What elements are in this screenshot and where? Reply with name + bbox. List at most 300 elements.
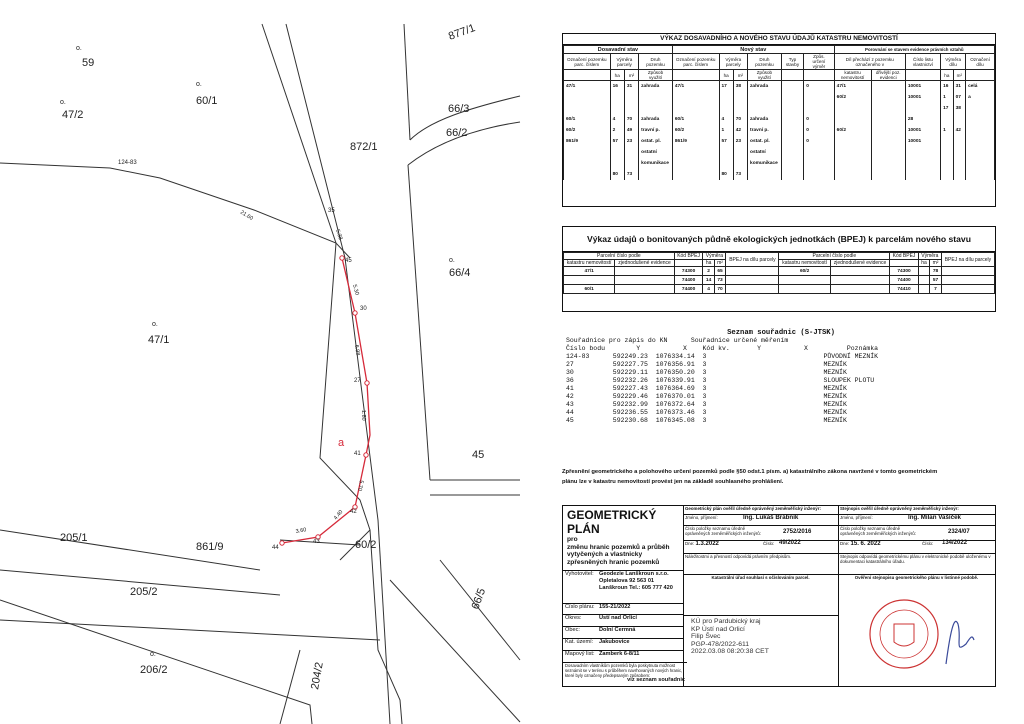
parcel-number: 60/2 <box>355 539 377 551</box>
t2-cell: 74400 <box>674 285 703 294</box>
parcel-number: 204/2 <box>309 661 326 691</box>
t1-cell <box>748 169 782 180</box>
t1-cell <box>871 103 905 114</box>
t1-cell <box>871 158 905 169</box>
t1-row <box>564 136 995 147</box>
t1-cell <box>781 92 803 103</box>
t1-cell <box>564 92 611 103</box>
gp-jmeno-r-label: Jméno, příjmení: <box>840 515 873 520</box>
t1-cell <box>905 147 940 158</box>
t1-cell <box>564 147 611 158</box>
t2-cell: 60/1 <box>564 285 615 294</box>
gp-overeni: Ověření stejnopisu geometrického plánu v listinné podobě. <box>854 575 979 580</box>
distance-label: 5.70 <box>356 479 364 492</box>
t2-row <box>564 267 995 276</box>
t1-cell: 07 <box>953 92 966 103</box>
t1-cell: 0 <box>804 136 834 147</box>
gp-cislo-r-label: Číslo položky seznamu úředně oprávněných zeměměřických inženýrů: <box>840 526 916 536</box>
t1-cell <box>624 158 638 169</box>
t1-cell <box>871 92 905 103</box>
t1-cell: travní p. <box>639 125 673 136</box>
t1-cell <box>748 103 782 114</box>
coords-title: Seznam souřadnic (S-JTSK) <box>727 329 835 337</box>
t1-cell <box>941 147 953 158</box>
t1-cell: 16 <box>941 81 953 93</box>
point-number: 30 <box>360 306 367 312</box>
point-number: 44 <box>272 545 279 551</box>
parcel-boundaries <box>0 24 520 724</box>
t1-h-m2: m² <box>624 70 638 81</box>
signature-line: PGP-478/2022-611 <box>691 640 750 648</box>
t2-cell: 14 <box>703 276 714 285</box>
t1-cell: 1 <box>719 125 733 136</box>
gp-obec: Dolní Čermná <box>599 627 636 633</box>
t1-cell: 70 <box>624 114 638 125</box>
statement-line-2: plánu lze v katastru nemovitostí provést jen na základě souhlasného prohlášení. <box>562 479 784 485</box>
t1-row <box>564 147 995 158</box>
t1-cell <box>672 147 719 158</box>
t1-cell: 80 <box>610 169 624 180</box>
t1-cell: 38 <box>733 81 747 93</box>
t1-cell <box>941 136 953 147</box>
t2-h-vymera-r: Výměra <box>918 253 941 260</box>
distance-label: 5.30 <box>351 283 360 296</box>
t2-cell: 60/2 <box>779 267 830 276</box>
gp-purpose: změnu hranic pozemků a průběh vytyčených a vlastnicky zpřesněných hranic pozemků <box>567 543 670 566</box>
parcel-number: 60/1 <box>196 95 218 107</box>
t2-cell <box>615 285 674 294</box>
t2-cell <box>918 285 929 294</box>
t2-h-m2: m² <box>714 260 726 267</box>
coords-row: 27 592227.75 1076356.91 3 MEZNÍK <box>566 361 847 368</box>
coords-rows <box>566 353 996 425</box>
gp-katastr-head: Katastrální úřad souhlasí s očíslováním parcel. <box>683 575 838 616</box>
geometric-plan-box <box>562 505 996 687</box>
t1-cell: zahrada <box>748 114 782 125</box>
gp-cislo2-label: Číslo: <box>763 541 775 546</box>
t1-compare: Porovnání se stavem evidence právních vztahů <box>834 46 994 54</box>
point-number: 42 <box>350 509 357 515</box>
gp-cislo-r-row <box>838 526 995 541</box>
gp-vyhotovitel-label: Vyhotovitel: <box>565 571 594 577</box>
t1-cell: 4 <box>610 114 624 125</box>
gp-cislo2-r-label: Číslo: <box>922 541 934 546</box>
t1-cell: 4 <box>719 114 733 125</box>
ownership-change-table <box>562 33 996 207</box>
gp-okres-label: Okres: <box>565 615 582 621</box>
parcel-number: 205/2 <box>130 586 158 598</box>
t1-cell: celá <box>966 81 995 93</box>
gp-vyhotovitel: Geodezie Lanškroun s.r.o. Opletalova 92 563 01 Lanškroun Tel.: 605 777 420 <box>599 571 673 591</box>
t1-cell: 73 <box>733 169 747 180</box>
t1-cell <box>966 169 995 180</box>
parcel-number: 206/2 <box>140 664 168 676</box>
t1-cell <box>639 92 673 103</box>
t1-h-vymera: Výměra parcely <box>610 54 639 70</box>
t1-cell: ostat. pl. <box>639 136 673 147</box>
t1-cell: 1 <box>941 92 953 103</box>
t1-cell <box>719 158 733 169</box>
bpej-table <box>562 226 996 312</box>
t1-cell <box>672 169 719 180</box>
t1-cell <box>871 169 905 180</box>
t1-h-typ: Typ stavby <box>781 54 803 70</box>
t2-cell <box>564 276 615 285</box>
t1-cell: 80 <box>719 169 733 180</box>
gp-naleznost: Náležitostmi a přesností odpovídá právním předpisům. <box>683 554 838 575</box>
signature-line: KP Ústí nad Orlicí <box>691 625 745 633</box>
t1-cell: 0 <box>804 114 834 125</box>
t1-cell <box>804 103 834 114</box>
coordinate-list <box>566 329 996 425</box>
t1-cell: 17 <box>941 103 953 114</box>
point-number: 45 <box>345 258 352 264</box>
t1-cell: ostatní <box>639 147 673 158</box>
gp-dne-label: Dne: <box>685 541 695 546</box>
parcel-number: 66/5 <box>469 586 489 612</box>
t1-cell: a <box>966 92 995 103</box>
signature-scribble <box>946 621 974 664</box>
t2-row <box>564 285 995 294</box>
coords-row: 43 592232.99 1076372.64 3 MEZNÍK <box>566 401 847 408</box>
coords-row: 42 592229.46 1076370.01 3 MEZNÍK <box>566 393 847 400</box>
point-number: 27 <box>354 378 361 384</box>
t2-title: Výkaz údajů o bonitovaných půdně ekologických jednotkách (BPEJ) k parcelám nového stavu <box>563 227 995 252</box>
statement <box>562 467 1002 487</box>
t1-h-oznaceni: Označení pozemku parc. číslem <box>564 54 611 70</box>
t1-h-druh: Druh pozemku <box>639 54 673 70</box>
t1-cell: 28 <box>905 114 940 125</box>
t1-cell <box>610 158 624 169</box>
t1-cell: ostatní <box>748 147 782 158</box>
t1-cell: 10001 <box>905 92 940 103</box>
t1-cell: 23 <box>624 136 638 147</box>
t1-cell <box>672 92 719 103</box>
gp-left <box>563 506 684 686</box>
t2-row <box>564 276 995 285</box>
t1-row <box>564 114 995 125</box>
t1-cell: 60/2 <box>564 125 611 136</box>
parcel-number: 47/1 <box>148 334 170 346</box>
coords-header-2: Číslo bodu Y X Kód kv. Y X Poznámka <box>566 345 879 352</box>
t1-h-drivejsi: dřívější poz. evidenci <box>871 70 905 81</box>
parcel-number: 205/1 <box>60 532 88 544</box>
t2-h-ha: ha <box>703 260 714 267</box>
t2-h-parcelni: Parcelní číslo podle <box>564 253 675 260</box>
t1-cell <box>953 169 966 180</box>
t1-cell <box>834 103 871 114</box>
parcel-number: 877/1 <box>446 22 477 43</box>
t2-cell <box>918 267 929 276</box>
parcel-number: 861/9 <box>196 541 224 553</box>
t1-row <box>564 125 995 136</box>
parcel-prefix: o. <box>449 257 455 264</box>
t1-h-zpusob2: Způsob využití <box>748 70 782 81</box>
t2-cell: 74300 <box>890 267 919 276</box>
seal-emblem-icon <box>894 624 914 646</box>
t1-cell: 47/1 <box>672 81 719 93</box>
gp-jmeno-label: Jméno, příjmení: <box>685 515 718 520</box>
t1-cell: 10001 <box>905 136 940 147</box>
t1-cell <box>624 147 638 158</box>
gp-dne-r-row <box>838 541 995 554</box>
t1-row <box>564 92 995 103</box>
gp-vyhotovitel-row <box>563 570 683 604</box>
t1-cell <box>871 81 905 93</box>
t1-cell <box>905 158 940 169</box>
gp-cislo: 2752/2016 <box>783 529 812 535</box>
t1-cell: 47/1 <box>834 81 871 93</box>
t1-cell: 42 <box>733 125 747 136</box>
t2-cell <box>726 276 779 285</box>
t1-cell: zahrada <box>639 114 673 125</box>
t1-cell <box>733 158 747 169</box>
point-number: 43 <box>313 539 320 545</box>
t2-h-bpej: BPEJ na dílu parcely <box>726 253 779 267</box>
gp-cislo-row <box>683 526 838 541</box>
coords-row: 45 592230.68 1076345.08 3 MEZNÍK <box>566 417 847 424</box>
distance-label: 6.98 <box>353 344 361 356</box>
t2-cell <box>941 267 994 276</box>
t1-cell: 57 <box>610 136 624 147</box>
t2-h-zjed: zjednodušené evidence <box>615 260 674 267</box>
t1-cell <box>781 103 803 114</box>
t2-cell <box>615 267 674 276</box>
t1-cell: komunikace <box>748 158 782 169</box>
t1-cell: 1 <box>941 125 953 136</box>
t1-cell <box>672 158 719 169</box>
new-boundary <box>282 258 370 543</box>
statement-line-1: Zpřesnění geometrického a polohového určení pozemků podle §50 odst.1 písm. a) katastrálního zákona navržené v tomto geometrickém <box>562 469 938 475</box>
parcel-prefix: o. <box>152 321 158 328</box>
t1-h-katastru: katastru nemovitostí <box>834 70 871 81</box>
t1-cell: 49 <box>624 125 638 136</box>
t1-cell: 42 <box>953 125 966 136</box>
t1-h-oznaceni-new: Označení pozemku parc. číslem <box>672 54 719 70</box>
t2-h-bpej-r: BPEJ na dílu parcely <box>941 253 994 267</box>
t1-cell <box>564 103 611 114</box>
seal-inner-ring <box>880 610 928 658</box>
t1-cell <box>804 92 834 103</box>
gp-jmeno-r-row <box>838 515 995 526</box>
gp-cislo-planu-label: Číslo plánu: <box>565 604 595 610</box>
t1-cell: 17 <box>719 81 733 93</box>
t1-cell <box>564 169 611 180</box>
t1-row <box>564 81 995 93</box>
gp-right-head: Stejnopis ověřil úředně oprávněný zeměměřický inženýr: <box>838 506 995 515</box>
t1-cell <box>953 136 966 147</box>
t1-cell: 0 <box>804 81 834 93</box>
t2-h-katastru-r: katastru nemovitostí <box>779 260 830 267</box>
t1-cell <box>966 147 995 158</box>
t2-cell: 47/1 <box>564 267 615 276</box>
t1-new-state: Nový stav <box>672 46 834 54</box>
t1-cell: ostat. pl. <box>748 136 782 147</box>
t2-cell: 73 <box>714 276 726 285</box>
t1-cell <box>941 169 953 180</box>
parcel-number: 66/3 <box>448 103 470 115</box>
point-number: 124-83 <box>118 160 137 166</box>
t1-cell <box>639 103 673 114</box>
gp-obec-label: Obec: <box>565 627 580 633</box>
t1-cell <box>834 147 871 158</box>
t2-cell: 7 <box>930 285 942 294</box>
t1-cell <box>733 92 747 103</box>
t1-cell <box>804 169 834 180</box>
t1-h-druh-new: Druh pozemku <box>748 54 782 70</box>
t1-cell <box>966 103 995 114</box>
t1-rows <box>564 81 995 181</box>
t2-h-vymera: Výměra <box>703 253 726 260</box>
gp-title: GEOMETRICKÝ PLÁN <box>567 508 657 536</box>
gp-dne-r-label: Dne: <box>840 541 850 546</box>
t1-cell: 23 <box>733 136 747 147</box>
t2-cell: 2 <box>703 267 714 276</box>
t1-h-ha2: ha <box>719 70 733 81</box>
t2-h-kod-r: Kód BPEJ <box>890 253 919 260</box>
t1-cell <box>941 114 953 125</box>
t1-cell: zahrada <box>748 81 782 93</box>
gp-ku-label: Kat. území: <box>565 639 594 645</box>
t2-cell: 4 <box>703 285 714 294</box>
coords-row: 124-83 592249.23 1076334.14 3 PŮVODNÍ MEZNÍK <box>566 353 879 360</box>
distance-label: 5.38 <box>334 228 344 241</box>
gp-cislo2: 49/2022 <box>779 540 801 546</box>
gp-cislo-r: 2324/07 <box>948 529 970 535</box>
t2-cell <box>726 285 779 294</box>
t1-cell: 47/1 <box>564 81 611 93</box>
coords-row: 41 592227.43 1076364.69 3 MEZNÍK <box>566 385 847 392</box>
t2-cell <box>941 285 994 294</box>
t1-cell <box>733 147 747 158</box>
coords-row: 30 592229.11 1076350.20 3 MEZNÍK <box>566 369 847 376</box>
t1-h-vymera-new: Výměra parcely <box>719 54 748 70</box>
t1-cell: 31 <box>953 81 966 93</box>
parcel-number: 872/1 <box>350 141 378 153</box>
t1-cell: 70 <box>733 114 747 125</box>
distance-label: 3.60 <box>295 527 307 535</box>
t1-h-m2-2: m² <box>733 70 747 81</box>
gp-mid-head: Geometrický plán ověřil úředně oprávněný zeměměřický inženýr: <box>683 506 838 515</box>
t1-cell <box>733 103 747 114</box>
t1-cell <box>953 114 966 125</box>
t2-cell: 70 <box>714 285 726 294</box>
t2-cell <box>941 276 994 285</box>
distance-label: 1.80 <box>360 409 367 421</box>
t1-cell: 0 <box>804 125 834 136</box>
t1-cell <box>639 169 673 180</box>
t1-cell <box>610 103 624 114</box>
t1-cell: zahrada <box>639 81 673 93</box>
gp-okres: Ústí nad Orlicí <box>599 615 637 621</box>
gp-jmeno: Ing. Lukáš Brábník <box>743 514 799 521</box>
t1-cell <box>834 114 871 125</box>
gp-mapovy: Žamberk 6-8/11 <box>599 651 640 657</box>
t2-cell <box>830 285 889 294</box>
t1-cell: 861/9 <box>564 136 611 147</box>
t1-cell: 10001 <box>905 125 940 136</box>
t1-cell: 10001 <box>905 81 940 93</box>
gp-dne: 1.3.2022 <box>695 541 719 547</box>
t1-cell <box>834 136 871 147</box>
t2-h-katastru: katastru nemovitostí <box>564 260 615 267</box>
t1-cell <box>781 114 803 125</box>
gp-ku: Jakubovice <box>599 639 630 645</box>
parcel-number: 66/4 <box>449 267 471 279</box>
t1-cell <box>781 136 803 147</box>
t1-title: VÝKAZ DOSAVADNÍHO A NOVÉHO STAVU ÚDAJŮ KATASTRU NEMOVITOSTÍ <box>563 34 995 45</box>
distance-label: 4.40 <box>332 509 345 522</box>
t2-cell <box>830 267 889 276</box>
t1-cell <box>804 158 834 169</box>
new-parcel-letter: a <box>338 437 345 449</box>
gp-right-note: Stejnopis odpovídá geometrickému plánu v elektronické podobě uloženému v dokumentaci katastrálního úřadu. <box>838 554 995 575</box>
t1-cell <box>871 136 905 147</box>
t2-cell: 57 <box>930 276 942 285</box>
t1-cell <box>953 147 966 158</box>
t1-cell <box>804 147 834 158</box>
t1-row <box>564 158 995 169</box>
t1-h-vymera-dilu: Výměra dílu <box>941 54 966 70</box>
t1-cell <box>834 158 871 169</box>
gp-jmeno-row <box>683 515 838 526</box>
point-number: 35 <box>328 208 335 214</box>
t1-cell: 861/9 <box>672 136 719 147</box>
parcel-prefix: o. <box>196 81 202 88</box>
signature-line: 2022.03.08 08:20:38 CET <box>691 648 769 656</box>
gp-right <box>838 506 995 686</box>
t2-cell: 74410 <box>890 285 919 294</box>
t2-h-kod: Kód BPEJ <box>674 253 703 260</box>
t2-cell <box>726 267 779 276</box>
t1-cell: 60/2 <box>834 125 871 136</box>
coords-row: 36 592232.26 1076339.91 3 SLOUPEK PLOTU <box>566 377 875 384</box>
gp-cislo2-r: 134/2022 <box>942 540 968 546</box>
t1-cell <box>610 147 624 158</box>
gp-mapovy-label: Mapový list: <box>565 651 595 657</box>
t1-cell <box>953 158 966 169</box>
parcel-number: 59 <box>82 57 95 69</box>
t1-cell <box>781 81 803 93</box>
gp-subtitle: pro <box>567 536 578 543</box>
t1-cell: travní p. <box>748 125 782 136</box>
t1-cell <box>781 158 803 169</box>
signature-line: KÚ pro Pardubický kraj <box>691 618 761 625</box>
t2-cell: 65 <box>714 267 726 276</box>
t1-cell <box>624 103 638 114</box>
t1-cell <box>610 92 624 103</box>
t1-cell <box>719 103 733 114</box>
t1-cell: 60/2 <box>834 92 871 103</box>
t1-cell <box>781 169 803 180</box>
t1-cell <box>719 92 733 103</box>
t1-cell <box>871 125 905 136</box>
t1-cell <box>834 169 871 180</box>
seal-and-signature <box>858 594 978 679</box>
t1-cell <box>672 103 719 114</box>
t2-cell: 78 <box>930 267 942 276</box>
t1-cell <box>966 158 995 169</box>
gp-dosavadni: Dosavadním vlastníkům pozemků byla poskytnuta možnost seznámit se v terénu s průběhem navrhovaných nových hranic, které byly označeny předepsaným způsobem: <box>565 663 683 678</box>
t1-cell <box>781 147 803 158</box>
t1-old-state: Dosavadní stav <box>564 46 673 54</box>
t2-cell <box>615 276 674 285</box>
parcel-number: 66/2 <box>446 127 468 139</box>
t2-cell: 74400 <box>890 276 919 285</box>
t1-cell <box>748 92 782 103</box>
gp-middle <box>683 506 839 686</box>
t1-cell: 57 <box>719 136 733 147</box>
